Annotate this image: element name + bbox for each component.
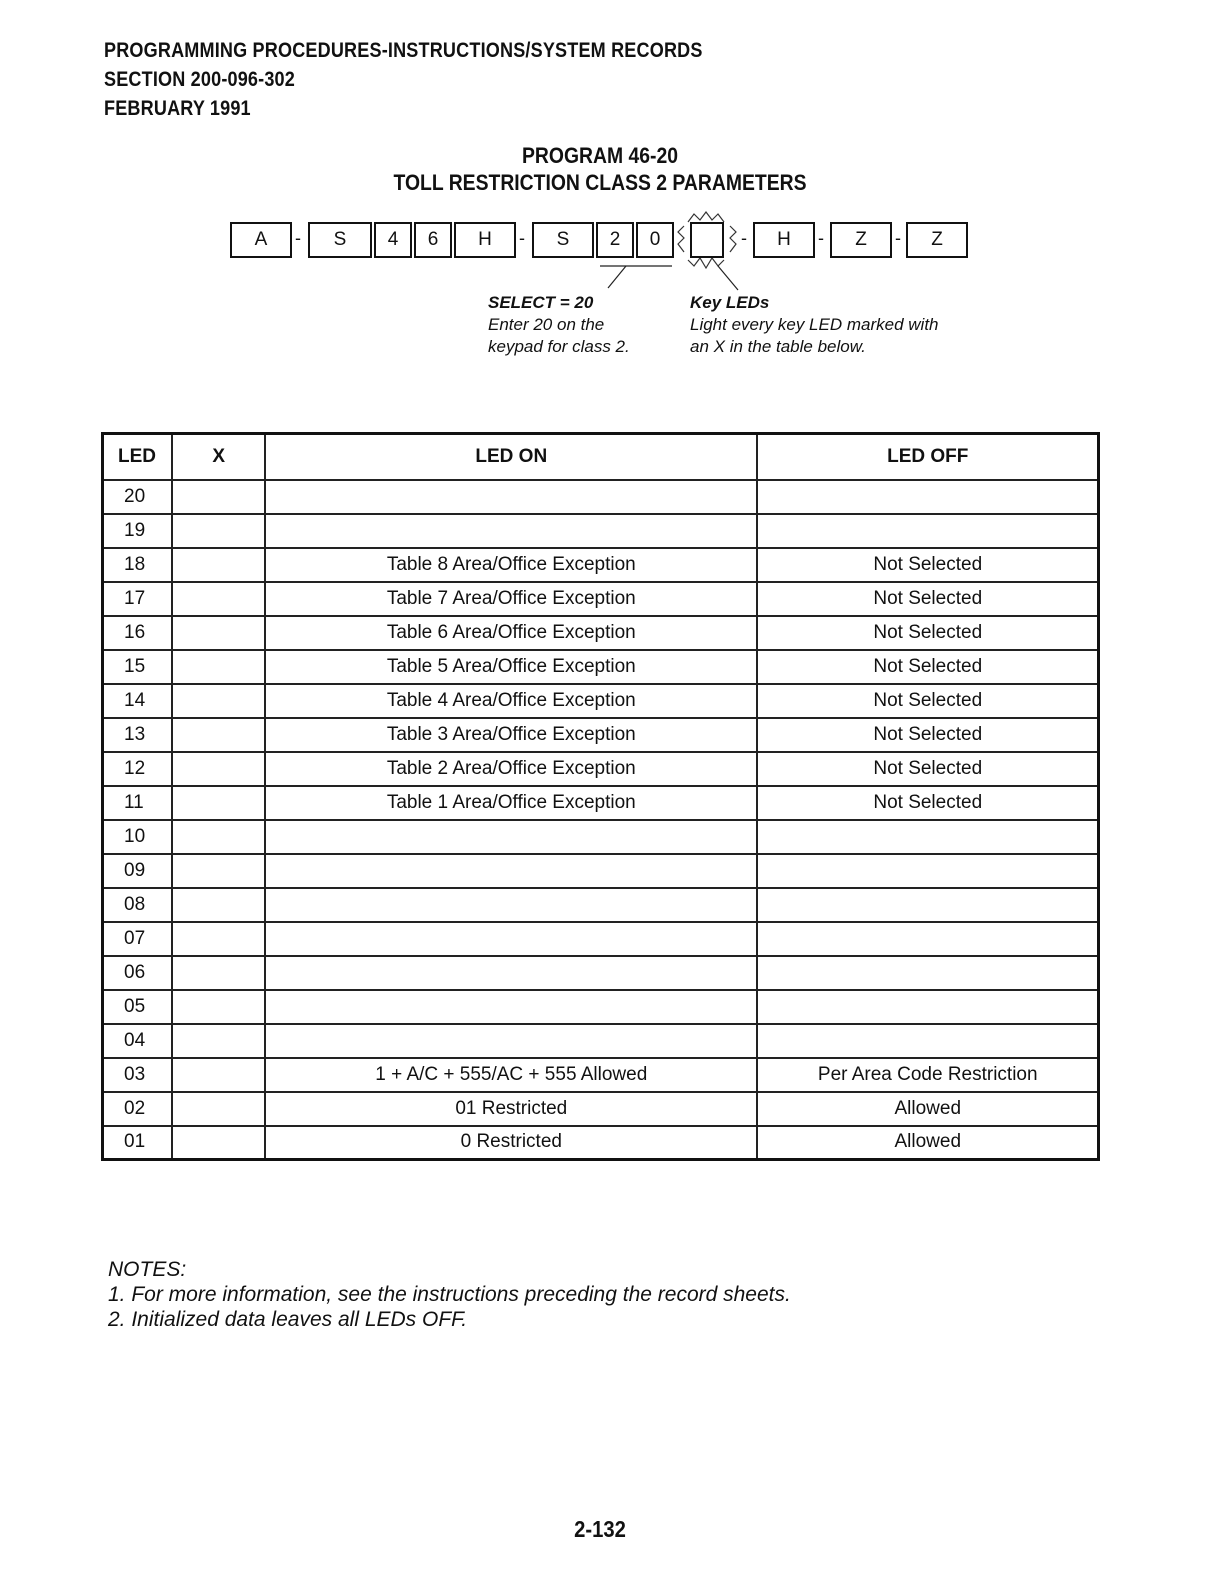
led-on-cell: Table 8 Area/Office Exception — [265, 548, 757, 582]
led-on-cell — [265, 990, 757, 1024]
led-off-cell — [757, 514, 1098, 548]
led-on-cell — [265, 1024, 757, 1058]
led-table — [101, 432, 1100, 1161]
table-row — [103, 1024, 1099, 1058]
table-row — [103, 582, 1099, 616]
key-s: S — [532, 222, 594, 258]
led-on-cell — [265, 854, 757, 888]
led-off-cell — [757, 820, 1098, 854]
header-led-off: LED OFF — [757, 434, 1098, 480]
notes-title: NOTES: — [108, 1258, 187, 1281]
led-on-cell: Table 1 Area/Office Exception — [265, 786, 757, 820]
header-led-on: LED ON — [265, 434, 757, 480]
table-row — [103, 1126, 1099, 1160]
key-z: Z — [906, 222, 968, 258]
led-cell: 11 — [103, 786, 173, 820]
led-off-cell: Not Selected — [757, 582, 1098, 616]
led-cell: 10 — [103, 820, 173, 854]
x-cell[interactable] — [172, 1126, 265, 1160]
x-cell[interactable] — [172, 1024, 265, 1058]
select-title: SELECT = 20 — [488, 293, 594, 312]
sequence-dash: - — [895, 228, 901, 248]
key-h: H — [753, 222, 815, 258]
x-cell[interactable] — [172, 922, 265, 956]
led-cell: 12 — [103, 752, 173, 786]
table-row — [103, 820, 1099, 854]
led-cell: 05 — [103, 990, 173, 1024]
x-cell[interactable] — [172, 684, 265, 718]
led-on-cell: 0 Restricted — [265, 1126, 757, 1160]
table-row — [103, 1058, 1099, 1092]
led-cell: 04 — [103, 1024, 173, 1058]
led-off-cell — [757, 888, 1098, 922]
led-cell: 19 — [103, 514, 173, 548]
led-cell: 17 — [103, 582, 173, 616]
key-2: 2 — [596, 222, 634, 258]
led-cell: 02 — [103, 1092, 173, 1126]
table-row — [103, 514, 1099, 548]
page-number: 2-132 — [574, 1516, 626, 1542]
x-cell[interactable] — [172, 956, 265, 990]
x-cell[interactable] — [172, 1058, 265, 1092]
sequence-dash: - — [295, 228, 301, 248]
header-line-1: PROGRAMMING PROCEDURES-INSTRUCTIONS/SYSTEM RECORDS — [104, 39, 703, 62]
header-led: LED — [103, 434, 173, 480]
key-4: 4 — [374, 222, 412, 258]
led-on-cell: Table 7 Area/Office Exception — [265, 582, 757, 616]
key-leds-annotation — [690, 292, 939, 358]
header-line-3: FEBRUARY 1991 — [104, 97, 251, 120]
led-on-cell: Table 6 Area/Office Exception — [265, 616, 757, 650]
led-off-cell: Allowed — [757, 1126, 1098, 1160]
key-6: 6 — [414, 222, 452, 258]
key-led-box — [690, 222, 724, 258]
table-row — [103, 616, 1099, 650]
key-0: 0 — [636, 222, 674, 258]
led-cell: 09 — [103, 854, 173, 888]
sequence-dash: - — [519, 228, 525, 248]
x-cell[interactable] — [172, 514, 265, 548]
led-on-cell — [265, 922, 757, 956]
led-on-cell — [265, 514, 757, 548]
led-off-cell: Not Selected — [757, 616, 1098, 650]
sequence-dash: - — [818, 228, 824, 248]
table-row — [103, 650, 1099, 684]
led-on-cell: Table 3 Area/Office Exception — [265, 718, 757, 752]
header-line-2: SECTION 200-096-302 — [104, 68, 295, 91]
led-off-cell — [757, 922, 1098, 956]
notes-section — [108, 1257, 791, 1332]
note-item: 2. Initialized data leaves all LEDs OFF. — [108, 1308, 468, 1331]
x-cell[interactable] — [172, 786, 265, 820]
table-row — [103, 1092, 1099, 1126]
key-leds-title: Key LEDs — [690, 293, 770, 312]
led-on-cell — [265, 956, 757, 990]
led-on-cell: 1 + A/C + 555/AC + 555 Allowed — [265, 1058, 757, 1092]
led-cell: 14 — [103, 684, 173, 718]
program-subtitle: TOLL RESTRICTION CLASS 2 PARAMETERS — [393, 170, 807, 195]
led-cell: 18 — [103, 548, 173, 582]
sequence-dash: - — [741, 228, 747, 248]
led-on-cell: Table 4 Area/Office Exception — [265, 684, 757, 718]
table-header-row — [103, 434, 1099, 480]
led-off-cell: Not Selected — [757, 548, 1098, 582]
led-cell: 07 — [103, 922, 173, 956]
table-row — [103, 480, 1099, 514]
table-row — [103, 854, 1099, 888]
x-cell[interactable] — [172, 582, 265, 616]
x-cell[interactable] — [172, 752, 265, 786]
led-off-cell — [757, 956, 1098, 990]
led-off-cell — [757, 990, 1098, 1024]
program-title: PROGRAM 46-20 — [521, 143, 679, 168]
led-cell: 01 — [103, 1126, 173, 1160]
x-cell[interactable] — [172, 548, 265, 582]
x-cell[interactable] — [172, 1092, 265, 1126]
key-sequence — [0, 0, 1224, 300]
table-row — [103, 718, 1099, 752]
table-row — [103, 786, 1099, 820]
x-cell[interactable] — [172, 888, 265, 922]
x-cell[interactable] — [172, 990, 265, 1024]
select-line-1: Enter 20 on the — [488, 315, 605, 334]
led-off-cell: Not Selected — [757, 718, 1098, 752]
led-off-cell: Per Area Code Restriction — [757, 1058, 1098, 1092]
led-on-cell — [265, 820, 757, 854]
led-cell: 16 — [103, 616, 173, 650]
led-on-cell: 01 Restricted — [265, 1092, 757, 1126]
x-cell[interactable] — [172, 650, 265, 684]
led-cell: 06 — [103, 956, 173, 990]
select-annotation — [488, 292, 630, 358]
led-cell: 08 — [103, 888, 173, 922]
key-a: A — [230, 222, 292, 258]
select-line-2: keypad for class 2. — [488, 337, 630, 356]
x-cell[interactable] — [172, 854, 265, 888]
led-off-cell: Not Selected — [757, 684, 1098, 718]
key-leds-line-1: Light every key LED marked with — [690, 315, 939, 334]
led-off-cell: Allowed — [757, 1092, 1098, 1126]
led-off-cell — [757, 480, 1098, 514]
x-cell[interactable] — [172, 718, 265, 752]
table-row — [103, 888, 1099, 922]
led-on-cell: Table 2 Area/Office Exception — [265, 752, 757, 786]
key-leds-line-2: an X in the table below. — [690, 337, 866, 356]
led-off-cell: Not Selected — [757, 650, 1098, 684]
header-x: X — [172, 434, 265, 480]
table-row — [103, 752, 1099, 786]
led-on-cell: Table 5 Area/Office Exception — [265, 650, 757, 684]
led-cell: 13 — [103, 718, 173, 752]
key-s: S — [308, 222, 372, 258]
led-on-cell — [265, 888, 757, 922]
note-item: 1. For more information, see the instructions preceding the record sheets. — [108, 1283, 791, 1306]
x-cell[interactable] — [172, 820, 265, 854]
table-row — [103, 922, 1099, 956]
led-on-cell — [265, 480, 757, 514]
x-cell[interactable] — [172, 616, 265, 650]
table-row — [103, 684, 1099, 718]
led-off-cell: Not Selected — [757, 752, 1098, 786]
table-row — [103, 548, 1099, 582]
table-row — [103, 956, 1099, 990]
led-off-cell — [757, 1024, 1098, 1058]
x-cell[interactable] — [172, 480, 265, 514]
led-off-cell: Not Selected — [757, 786, 1098, 820]
led-cell: 20 — [103, 480, 173, 514]
led-cell: 03 — [103, 1058, 173, 1092]
key-h: H — [454, 222, 516, 258]
key-z: Z — [830, 222, 892, 258]
led-cell: 15 — [103, 650, 173, 684]
table-row — [103, 990, 1099, 1024]
led-off-cell — [757, 854, 1098, 888]
